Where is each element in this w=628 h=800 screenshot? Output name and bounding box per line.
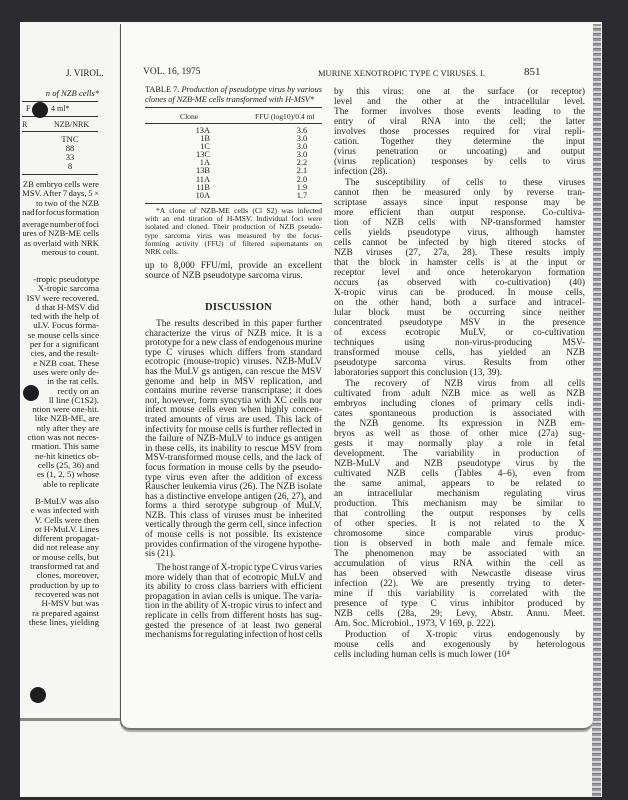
text-line: nad for focus formation — [22, 206, 99, 217]
text-line: clones, moreover, — [36, 570, 99, 581]
clone-cell: 11B — [196, 182, 210, 192]
left-text-b — [22, 497, 99, 627]
text-line: different propagat- — [32, 533, 99, 544]
text-line: ures of NZB-ME cells — [22, 228, 99, 239]
left-table-subheader-unit: 4 ml* — [51, 104, 70, 113]
text-line: replicate in cells from different hosts has sug- — [145, 610, 322, 621]
text-line: cates spontaneous production is associated with — [334, 409, 585, 419]
text-line: forming activity (FFU) of filtered supernatants on — [145, 238, 322, 248]
ffu-cell: 1.9 — [296, 182, 308, 192]
punch-hole — [32, 102, 48, 118]
left-table-col-header: R — [22, 120, 28, 129]
running-header-title: MURINE XENOTROPIC TYPE C VIRUSES. I. — [318, 68, 486, 78]
text-line: Production of X-tropic virus endogenously by — [345, 630, 585, 640]
text-line: prototype for a new class of endogenous murine — [145, 338, 322, 349]
table-row — [170, 184, 332, 192]
text-line: up to 8,000 FFU/ml, provide an excellent — [145, 261, 322, 271]
text-line: cies, and the result- — [30, 348, 99, 359]
text-line: The recovery of NZB virus from all cells — [345, 379, 585, 389]
clone-cell: 1C — [200, 142, 210, 152]
text-line: involves those processes required for viral repli- — [334, 127, 585, 137]
text-line: V. Cells were then — [34, 514, 99, 525]
text-line: laboratories support this conclusion (13, 39). — [334, 368, 502, 378]
text-line: 8 — [67, 161, 73, 171]
text-line: more efficient than output response. Co-cultiva- — [334, 208, 585, 218]
left-table-title — [22, 88, 99, 99]
text-line: these lines, yielding — [28, 616, 99, 627]
table-footnote — [145, 207, 322, 256]
text-line: infection (22). We are presently trying to deter- — [334, 579, 585, 589]
text-line: scriptase assays since input response may be — [334, 198, 585, 208]
text-line: *A clone of NZB-ME cells (Cl S2) was infected — [156, 206, 322, 215]
discussion-paragraph — [334, 87, 585, 177]
text-line: the NZB genome. Its expression in NZB em- — [334, 419, 585, 429]
left-table-title-text: n of NZB cells* — [45, 88, 99, 98]
text-line: cells yields pseudotype virus, although hamster — [334, 228, 585, 238]
table-row — [170, 192, 332, 200]
text-line: cultivated from adult NZB mice as well as NZB — [334, 389, 585, 399]
text-line: ot H-MuLV. Lines — [34, 523, 99, 534]
text-line: production by up to — [29, 579, 99, 590]
table-header-rule — [145, 123, 322, 124]
text-line: production. This mechanism may be similar to — [334, 499, 585, 509]
clone-cell: 13A — [195, 126, 210, 135]
text-line: cannot then be measured only by reverse tran- — [334, 188, 585, 198]
text-line: lular block must be occurring since neither — [334, 308, 585, 318]
table-row — [170, 135, 332, 143]
discussion-paragraph — [145, 320, 322, 560]
text-line: provides confirmation of the virogene hypothe- — [145, 539, 322, 550]
text-line: on the other hand, both a surface and intracel- — [334, 298, 585, 308]
discussion-paragraph — [145, 564, 322, 641]
rule — [22, 131, 98, 132]
text-line: NZB cells (28a, 29; Levy, Abstr. Annu. Meet. — [334, 609, 585, 619]
text-line: se mouse cells since — [27, 329, 99, 340]
text-line: contains murine reverse transcriptase; it does — [145, 386, 322, 397]
rule — [22, 174, 98, 175]
clone-cell: 13C — [196, 150, 210, 160]
left-footnote-a — [22, 180, 99, 217]
text-line: B-MuLV was also — [34, 497, 99, 506]
text-line: d that H-MSV did — [35, 301, 99, 312]
text-line: trated amounts of virus are used. This lack of — [145, 414, 322, 425]
text-line: has been observed with Newcastle disease virus — [334, 569, 585, 579]
left-text-a — [22, 275, 99, 489]
text-line: has the MuLV gs antigen, can rescue the MSV — [145, 366, 322, 377]
text-line: cation. Together they determine the input — [334, 137, 585, 147]
ffu-cell: 1.7 — [296, 190, 308, 200]
text-line: The former involves those events leading to the — [334, 107, 585, 117]
discussion-heading: DISCUSSION — [205, 302, 273, 313]
text-line: rectly on an — [57, 385, 99, 396]
table-row — [170, 143, 332, 151]
text-line: transformed rat and — [30, 561, 99, 572]
ffu-cell: 3.6 — [296, 126, 308, 135]
table-row — [170, 159, 332, 167]
text-line: by this virus: one at the surface (or receptor) — [334, 87, 585, 97]
punch-hole — [23, 385, 39, 401]
text-line: type sarcoma virus was measured by the focus- — [145, 230, 322, 240]
table-header-ffu: FFU (log10)/0.4 ml — [255, 112, 315, 121]
text-line: to two of the NZB — [35, 197, 99, 208]
text-line: level and the other at the intracellular level. — [334, 97, 585, 107]
page-number: 851 — [524, 66, 541, 78]
text-line: X-tropic virus can be produced. In mouse cells, — [334, 288, 585, 298]
table-row — [170, 127, 332, 135]
text-line: rmation. This same — [31, 441, 99, 452]
text-line: cells (25, 36) and — [37, 459, 99, 470]
left-table-col-header: NZB/NRK — [54, 120, 90, 129]
text-line: propagation in avian cells is unique. The varia- — [145, 591, 322, 602]
text-line: TNC — [61, 134, 79, 144]
text-line: of excess ecotropic MuLV, or co-cultivation — [334, 328, 585, 338]
rule — [22, 101, 98, 102]
text-line: an intracellular mechanism regulating virus — [334, 489, 585, 499]
text-line: es (1, 2, 5) whose — [36, 469, 99, 480]
text-line: as overlaid with NRK — [23, 237, 99, 248]
table-7 — [145, 85, 322, 105]
text-line: in the rat cells. — [47, 376, 99, 387]
text-line: or mouse cells, but — [32, 551, 99, 562]
text-line: -tropic pseudotype — [33, 275, 99, 284]
text-line: gested the presence of at least two general — [145, 620, 322, 631]
table-body — [170, 127, 332, 200]
text-line: of other species. It is not related to the X — [334, 519, 585, 529]
text-line: isolated and cloned. Their production of NZB pseudo- — [145, 222, 322, 232]
table-title: clones of NZB-ME cells transformed with H-MSV* — [145, 95, 315, 104]
text-line: The phenomenon may be associated with an — [334, 549, 585, 559]
text-line: sis (21). — [145, 549, 176, 560]
left-table-subheader: F — [26, 104, 31, 113]
text-line: ll line (C1S2). — [48, 394, 99, 405]
text-line: ction was not neces- — [27, 432, 99, 443]
text-line: NZB viruses (27, 27a, 28). These results imply — [334, 248, 585, 258]
text-line: cultivated NZB cells (Tables 4–6), even from — [334, 469, 585, 479]
sheet-edge — [592, 24, 601, 797]
text-line: (virus replication) responses by cells to virus — [334, 157, 585, 167]
clone-cell: 1B — [200, 134, 210, 144]
left-footnote-b — [22, 220, 99, 257]
results-tail — [145, 262, 322, 282]
text-line: infectivity for mouse cells is further reflected in — [145, 424, 322, 435]
left-table-values — [55, 135, 85, 171]
text-line: NZB. This class of viruses must be inherited — [145, 510, 322, 521]
text-line: mine if this variability is correlated with the — [334, 589, 585, 599]
text-line: in these cells, its inability to rescue MSV from — [145, 443, 322, 454]
table-row — [170, 176, 332, 184]
text-line: source of NZB pseudotype sarcoma virus. — [145, 270, 303, 281]
text-line: that controlling the output responses by cells — [334, 509, 585, 519]
text-line: techniques using non-virus-producing MSV- — [334, 338, 585, 348]
text-line: mechanisms for regulating infection of host cells — [145, 630, 323, 641]
punch-hole — [30, 687, 46, 703]
text-line: ted with the help of — [30, 311, 99, 322]
table-bottom-rule — [145, 203, 322, 204]
text-line: has a distinctive envelope antigen (26, 27), and — [145, 491, 322, 502]
text-line: like NZB-ME, are — [34, 413, 99, 424]
rule — [22, 116, 98, 117]
text-line: able to replicate — [42, 478, 99, 489]
table-label: TABLE 7. — [145, 85, 180, 94]
text-line: 33 — [65, 152, 75, 162]
text-line: chromosome since comparable virus produc- — [334, 529, 585, 539]
ffu-cell: 2.0 — [296, 174, 308, 184]
text-line: type C viruses which differs from standard — [145, 347, 322, 358]
text-line: with an end titration of H-MSV. Individual foci were — [145, 214, 322, 224]
text-line: The host range of X-tropic type C virus varies — [156, 563, 322, 573]
discussion-paragraph — [334, 178, 585, 378]
text-line: type virus even after the addition of excess — [145, 472, 322, 483]
text-line: presence of type C virus inhibitor produced by — [334, 599, 585, 609]
text-line: e NZB coat. These — [33, 357, 99, 368]
text-line: The susceptibility of cells to these viruses — [345, 178, 585, 188]
text-line: Am. Soc. Microbiol., 1973, V 169, p. 222). — [334, 619, 496, 629]
text-line: infection (28). — [334, 167, 388, 177]
text-line: MSV. After 7 days, 5 × — [22, 188, 99, 199]
clone-cell: 10A — [195, 190, 210, 200]
text-line: e was infected with — [30, 505, 99, 516]
text-line: forms a third serotype subgroup of MuLV, — [145, 501, 322, 512]
ffu-cell: 3.0 — [296, 142, 308, 152]
text-line: ecotropic (mouse-tropic) viruses. NZB-MuLV — [145, 357, 322, 368]
ffu-cell: 2.2 — [296, 158, 308, 168]
table-header-clone: Clone — [180, 112, 199, 121]
text-line: cells including human cells is much lower (10⁴ — [334, 650, 510, 660]
text-line: development. The variability in production of — [334, 449, 585, 459]
text-line: embryos including clones of primary cells indi- — [334, 399, 585, 409]
text-line: more widely than that of ecotropic MuLV and — [145, 572, 322, 583]
text-line: ntly after they are — [36, 422, 99, 433]
ffu-cell: 3.0 — [296, 150, 308, 160]
text-line: did not release any — [32, 542, 99, 553]
text-line: the failure of NZB-MuLV to induce gs antigen — [145, 434, 322, 445]
text-line: not, however, form syncytia with XC cells nor — [145, 395, 322, 406]
text-line: ISV were recovered. — [26, 292, 99, 303]
text-line: 88 — [65, 143, 75, 153]
text-line: merous to count. — [41, 246, 99, 257]
clone-cell: 11A — [195, 174, 210, 184]
text-line: genome and help in MSV replication, and — [145, 376, 322, 387]
text-line: (virus penetration or uncoating) and output — [334, 147, 585, 157]
table-top-rule — [145, 107, 322, 108]
table-row — [170, 151, 332, 159]
table-row — [170, 167, 332, 175]
discussion-paragraph — [334, 630, 585, 660]
text-line: The results described in this paper further — [156, 319, 322, 329]
text-line: vertically through the germ cell, since infection — [145, 520, 322, 531]
running-header-volume: VOL. 16, 1975 — [143, 67, 201, 77]
text-line: occurs (as observed with co-cultivation) (40) — [334, 278, 585, 288]
text-line: that the block in hamster cells is at the input or — [334, 258, 585, 268]
page-shadow — [20, 718, 120, 721]
discussion-paragraph — [334, 379, 585, 629]
left-page-journal-header: J. VIROL. — [66, 68, 104, 78]
text-line: NZB-MuLV and NZB pseudotype virus by the — [334, 459, 585, 469]
clone-cell: 13B — [196, 166, 210, 176]
text-line: uses were only de- — [33, 366, 99, 377]
text-line: pseudotype sarcoma virus. Results from other — [334, 358, 585, 368]
text-line: infect mouse cells even when highly concen- — [145, 405, 322, 416]
text-line: ntion were one-hit. — [32, 404, 99, 415]
text-line: accumulation of virus RNA within the cell as — [334, 559, 585, 569]
table-title: Production of pseudotype virus by various — [181, 85, 322, 94]
text-line: gests it may normally play a role in fetal — [334, 439, 585, 449]
ffu-cell: 2.1 — [296, 166, 308, 176]
text-line: recovered was not — [35, 588, 99, 599]
text-line: ZB embryo cells were — [22, 180, 99, 189]
text-line: X-tropic sarcoma — [37, 283, 99, 294]
text-line: of mouse cells is not possible. Its existence — [145, 530, 322, 541]
text-line: transformed mouse cells, has yielded an NZB — [334, 348, 585, 358]
text-line: tion of NZB cells with NP-transformed hamster — [334, 218, 585, 228]
text-line: the same animal, appears to be related to — [334, 479, 585, 489]
ffu-cell: 3.0 — [296, 134, 308, 144]
text-line: focus formation in mouse cells by the pseudo- — [145, 462, 322, 473]
clone-cell: 1A — [199, 158, 210, 168]
text-line: ne-hit kinetics ob- — [34, 450, 99, 461]
text-line: its ability to cross class barriers with efficient — [145, 582, 322, 593]
text-line: characterize the virus of NZB mice. It is a — [145, 328, 322, 339]
text-line: entry of viral RNA into the cell; the latter — [334, 117, 585, 127]
text-line: concentrated pseudotype MSV in the presence — [334, 318, 585, 328]
text-line: tion in the ability of X-tropic virus to infect and — [145, 601, 322, 612]
text-line: tion is observed in both male and female mice. — [334, 539, 585, 549]
text-line: ra prepared against — [32, 607, 99, 618]
text-line: bryos as well as those of other mice (27a) sug- — [334, 429, 585, 439]
text-line: mouse cells and exogenously by heterologous — [334, 640, 585, 650]
text-line: cells cannot be infected by high titered stocks of — [334, 238, 585, 248]
text-line: H-MSV but was — [41, 598, 99, 609]
text-line: per for a significant — [29, 339, 99, 350]
text-line: Rauscher leukemia virus (26). The NZB isolate — [145, 482, 322, 493]
text-line: receptor level and once heterokaryon formation — [334, 268, 585, 278]
text-line: uLV. Focus forma- — [33, 320, 99, 331]
text-line: MSV-transformed mouse cells, and the lack of — [145, 453, 322, 464]
text-line: average number of foci — [22, 220, 99, 229]
text-line: NRK cells. — [145, 247, 179, 257]
